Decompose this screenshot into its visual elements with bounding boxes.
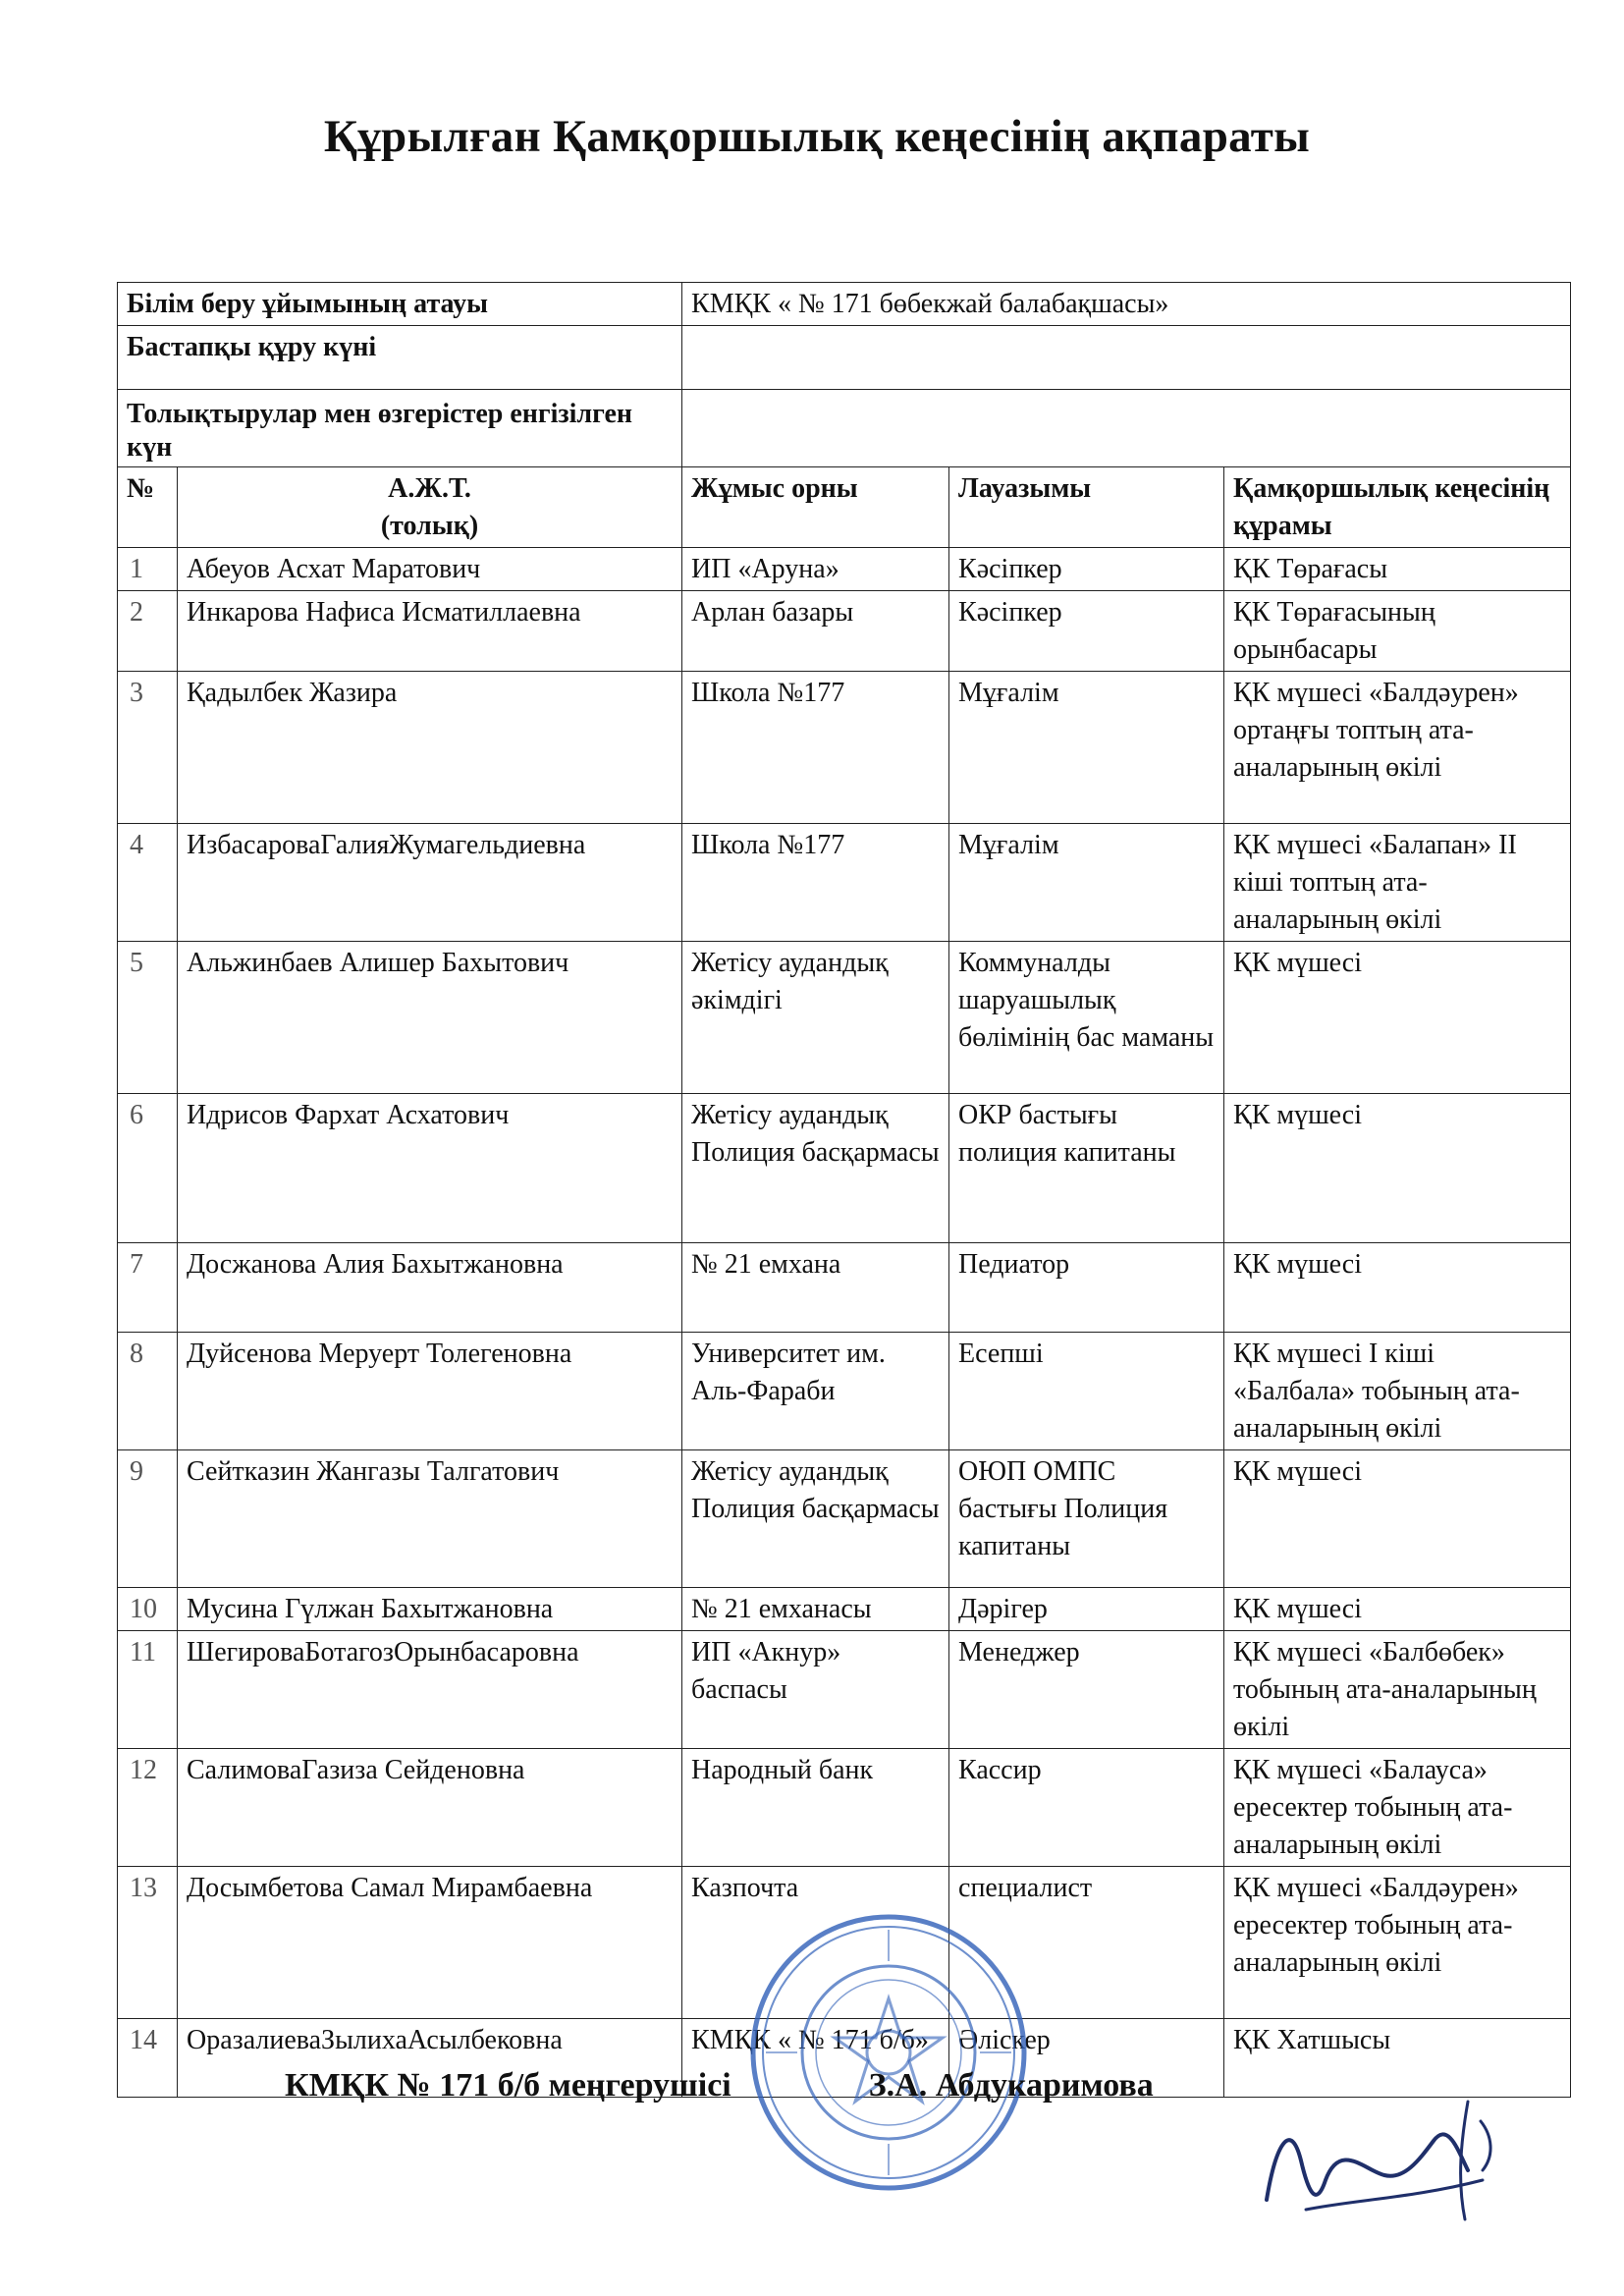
member-role: ҚК мүшесі	[1224, 1243, 1571, 1333]
council-table	[117, 282, 1571, 2098]
member-workplace: Арлан базары	[682, 591, 949, 672]
official-stamp	[746, 1910, 1031, 2195]
row-num: 6	[118, 1094, 178, 1243]
member-name: Мусина Гүлжан Бахытжановна	[178, 1588, 682, 1631]
member-role: ҚК мүшесі «Балауса» ересектер тобының ата- аналарының өкілі	[1224, 1749, 1571, 1867]
row-num: 3	[118, 672, 178, 824]
table-row	[118, 1094, 1571, 1243]
row-num: 1	[118, 548, 178, 591]
member-position: Менеджер	[949, 1631, 1224, 1749]
changes-date-row	[118, 390, 1571, 467]
member-name: Қадылбек Жазира	[178, 672, 682, 824]
member-name: Сейтказин Жангазы Талгатович	[178, 1450, 682, 1588]
table-row	[118, 1631, 1571, 1749]
table-row	[118, 824, 1571, 942]
member-workplace: Университет им. Аль-Фараби	[682, 1333, 949, 1450]
member-workplace: ИП «Акнур» баспасы	[682, 1631, 949, 1749]
footer-head-name: З.А. Абдукаримова	[868, 2067, 1154, 2104]
member-name: Дуйсенова Меруерт Толегеновна	[178, 1333, 682, 1450]
member-workplace: Жетісу аудандық әкімдігі	[682, 942, 949, 1094]
member-position: Дәрігер	[949, 1588, 1224, 1631]
org-name-value: КМҚК « № 171 бөбекжай балабақшасы»	[682, 283, 1571, 326]
row-num: 7	[118, 1243, 178, 1333]
row-num: 12	[118, 1749, 178, 1867]
member-role: ҚК мүшесі «Балдәурен» ортаңғы топтың ата-аналарының өкілі	[1224, 672, 1571, 824]
member-role: ҚК мүшесі	[1224, 1094, 1571, 1243]
row-num: 5	[118, 942, 178, 1094]
footer-signature-line	[285, 2067, 1154, 2105]
table-row	[118, 1450, 1571, 1588]
row-num: 8	[118, 1333, 178, 1450]
org-name-label: Білім беру ұйымының атауы	[118, 283, 682, 326]
column-header-row	[118, 467, 1571, 548]
member-workplace: № 21 емханасы	[682, 1588, 949, 1631]
member-role: ҚК Төрағасының орынбасары	[1224, 591, 1571, 672]
row-num: 4	[118, 824, 178, 942]
member-name: СалимоваГазиза Сейденовна	[178, 1749, 682, 1867]
changes-date-label: Толықтырулар мен өзгерістер енгізілген күн	[118, 390, 682, 467]
table-row	[118, 1243, 1571, 1333]
col-workplace-header: Жұмыс орны	[682, 467, 949, 548]
member-workplace: Жетісу аудандық Полиция басқармасы	[682, 1450, 949, 1588]
member-position: Коммуналды шаруашылық бөлімінің бас маманы	[949, 942, 1224, 1094]
member-position: Есепші	[949, 1333, 1224, 1450]
member-role: ҚК мүшесі	[1224, 1450, 1571, 1588]
member-workplace: Казпочта	[682, 1867, 949, 2019]
member-name: ИзбасароваГалияЖумагельдиевна	[178, 824, 682, 942]
page-title: Құрылған Қамқоршылық кеңесінің ақпараты	[323, 111, 1311, 162]
member-position: Мұғалім	[949, 672, 1224, 824]
footer-head-title: КМҚК № 171 б/б меңгерушісі	[285, 2067, 731, 2104]
member-position: Педиатор	[949, 1243, 1224, 1333]
member-position: специалист	[949, 1867, 1224, 2019]
member-name: ШегироваБотагозОрынбасаровна	[178, 1631, 682, 1749]
table-row	[118, 1333, 1571, 1450]
member-name: Досымбетова Самал Мирамбаевна	[178, 1867, 682, 2019]
created-date-label: Бастапқы құру күні	[118, 326, 682, 390]
member-position: Кассир	[949, 1749, 1224, 1867]
member-role: ҚК мүшесі І кіші «Балбала» тобының ата- аналарының өкілі	[1224, 1333, 1571, 1450]
member-position: Кәсіпкер	[949, 548, 1224, 591]
col-name-header-line1: А.Ж.Т.	[388, 473, 471, 504]
member-workplace: Народный банк	[682, 1749, 949, 1867]
table-row	[118, 1588, 1571, 1631]
row-num: 2	[118, 591, 178, 672]
member-name: ОразалиеваЗылихаАсылбековна	[178, 2019, 682, 2098]
row-num: 10	[118, 1588, 178, 1631]
member-position: ОЮП ОМПС бастығы Полиция капитаны	[949, 1450, 1224, 1588]
created-date-value	[682, 326, 1571, 390]
member-position: Кәсіпкер	[949, 591, 1224, 672]
table-row	[118, 591, 1571, 672]
member-position: ОКР бастығы полиция капитаны	[949, 1094, 1224, 1243]
col-name-header	[178, 467, 682, 548]
member-role: ҚК Хатшысы	[1224, 2019, 1571, 2098]
member-role: ҚК мүшесі	[1224, 1588, 1571, 1631]
table-row	[118, 672, 1571, 824]
handwritten-signature	[1247, 2082, 1512, 2239]
row-num: 9	[118, 1450, 178, 1588]
member-name: Альжинбаев Алишер Бахытович	[178, 942, 682, 1094]
member-name: Инкарова Нафиса Исматиллаевна	[178, 591, 682, 672]
table-row	[118, 548, 1571, 591]
col-num-header: №	[118, 467, 178, 548]
member-workplace: Школа №177	[682, 672, 949, 824]
changes-date-value	[682, 390, 1571, 467]
member-name: Идрисов Фархат Асхатович	[178, 1094, 682, 1243]
member-workplace: Школа №177	[682, 824, 949, 942]
table-row	[118, 942, 1571, 1094]
created-date-row	[118, 326, 1571, 390]
member-role: ҚК мүшесі «Балдәурен» ересектер тобының ата- аналарының өкілі	[1224, 1867, 1571, 2019]
member-position: Мұғалім	[949, 824, 1224, 942]
member-role: ҚК Төрағасы	[1224, 548, 1571, 591]
row-num: 11	[118, 1631, 178, 1749]
col-name-header-line2: (толық)	[380, 511, 479, 541]
member-workplace: ИП «Аруна»	[682, 548, 949, 591]
table-row	[118, 1749, 1571, 1867]
member-workplace: КМҚК « № 171 б/б»	[682, 2019, 949, 2098]
member-name: Досжанова Алия Бахытжановна	[178, 1243, 682, 1333]
member-role: ҚК мүшесі	[1224, 942, 1571, 1094]
member-role: ҚК мүшесі «Балбөбек» тобының ата-аналарының өкілі	[1224, 1631, 1571, 1749]
org-name-row	[118, 283, 1571, 326]
member-workplace: Жетісу аудандық Полиция басқармасы	[682, 1094, 949, 1243]
member-role: ҚК мүшесі «Балапан» ІІ кіші топтың ата-аналарының өкілі	[1224, 824, 1571, 942]
col-position-header: Лауазымы	[949, 467, 1224, 548]
member-position: Әліскер	[949, 2019, 1224, 2098]
member-name: Абеуов Асхат Маратович	[178, 548, 682, 591]
member-workplace: № 21 емхана	[682, 1243, 949, 1333]
row-num: 13	[118, 1867, 178, 2019]
row-num: 14	[118, 2019, 178, 2098]
col-role-header: Қамқоршылық кеңесінің құрамы	[1224, 467, 1571, 548]
